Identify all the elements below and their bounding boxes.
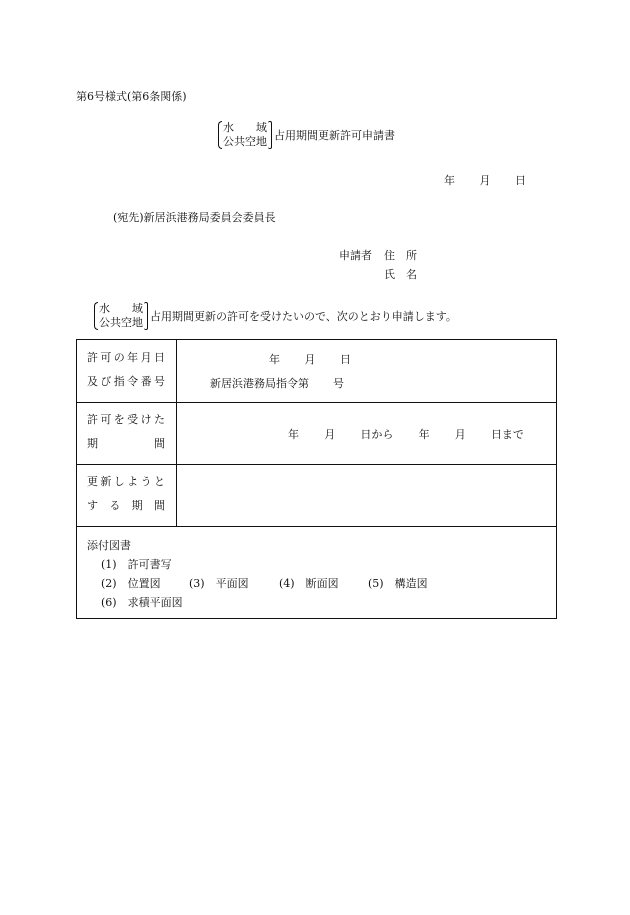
submission-date xyxy=(444,172,526,188)
label-line: 許 可 を 受 け た xyxy=(87,413,165,426)
right-brace xyxy=(268,121,272,149)
row-attachments xyxy=(77,526,556,618)
intro-sentence: 占用期間更新の許可を受けたいので、次のとおり申請します。 xyxy=(150,310,457,323)
intro-bracket-group xyxy=(94,302,457,330)
renewal-period-field[interactable] xyxy=(177,464,557,525)
addressee: (宛先)新居浜港務局委員会委員長 xyxy=(113,211,276,224)
application-table xyxy=(76,339,557,619)
date-day: 日 xyxy=(515,174,526,187)
label-line: 及 び 指 令 番 号 xyxy=(87,375,165,388)
bracket-water: 水 xyxy=(223,121,234,134)
label-cell xyxy=(77,402,177,464)
attachment-item: (2) 位置図 xyxy=(101,577,161,590)
label-line: 期 間 xyxy=(87,437,165,450)
label-cell xyxy=(77,464,177,526)
bracket-area: 域 xyxy=(132,302,143,315)
bracket-area: 域 xyxy=(256,121,267,134)
title-bracket-group xyxy=(218,121,395,149)
row-renewal-period xyxy=(77,464,556,527)
label-line: す る 期 間 xyxy=(87,499,165,512)
attachment-item: (6) 求積平面図 xyxy=(101,596,183,609)
permitted-period-field[interactable]: 年 月 日から 年 月 日まで xyxy=(288,428,524,441)
permit-date-field[interactable]: 年 月 日 xyxy=(269,353,351,366)
bracket-public-space: 公共空地 xyxy=(99,316,143,329)
label-line: 許 可 の 年 月 日 xyxy=(87,351,165,364)
date-month: 月 xyxy=(479,174,491,187)
bracket-public-space: 公共空地 xyxy=(223,135,267,148)
bracket-lines xyxy=(222,121,268,149)
applicant-address-label: 住 所 xyxy=(384,249,417,262)
row-permit-date xyxy=(77,340,556,403)
applicant-name-label: 氏 名 xyxy=(384,268,417,281)
label-cell xyxy=(77,340,177,402)
form-number: 第6号様式(第6条関係) xyxy=(76,90,187,103)
attachment-item: (4) 断面図 xyxy=(279,577,339,590)
date-year: 年 xyxy=(444,174,455,187)
label-line: 更 新 し よ う と xyxy=(87,475,165,488)
attachments-heading: 添付図書 xyxy=(87,539,131,552)
directive-number-field[interactable]: 新居浜港務局指令第 号 xyxy=(210,377,344,390)
bracket-lines xyxy=(98,302,144,330)
applicant-label: 申請者 xyxy=(339,249,372,262)
row-permitted-period xyxy=(77,402,556,465)
right-brace xyxy=(144,302,148,330)
attachment-item: (3) 平面図 xyxy=(189,577,249,590)
document-title: 占用期間更新許可申請書 xyxy=(274,129,395,142)
attachment-item: (1) 許可書写 xyxy=(101,558,172,571)
bracket-water: 水 xyxy=(99,302,110,315)
attachment-item: (5) 構造図 xyxy=(368,577,428,590)
